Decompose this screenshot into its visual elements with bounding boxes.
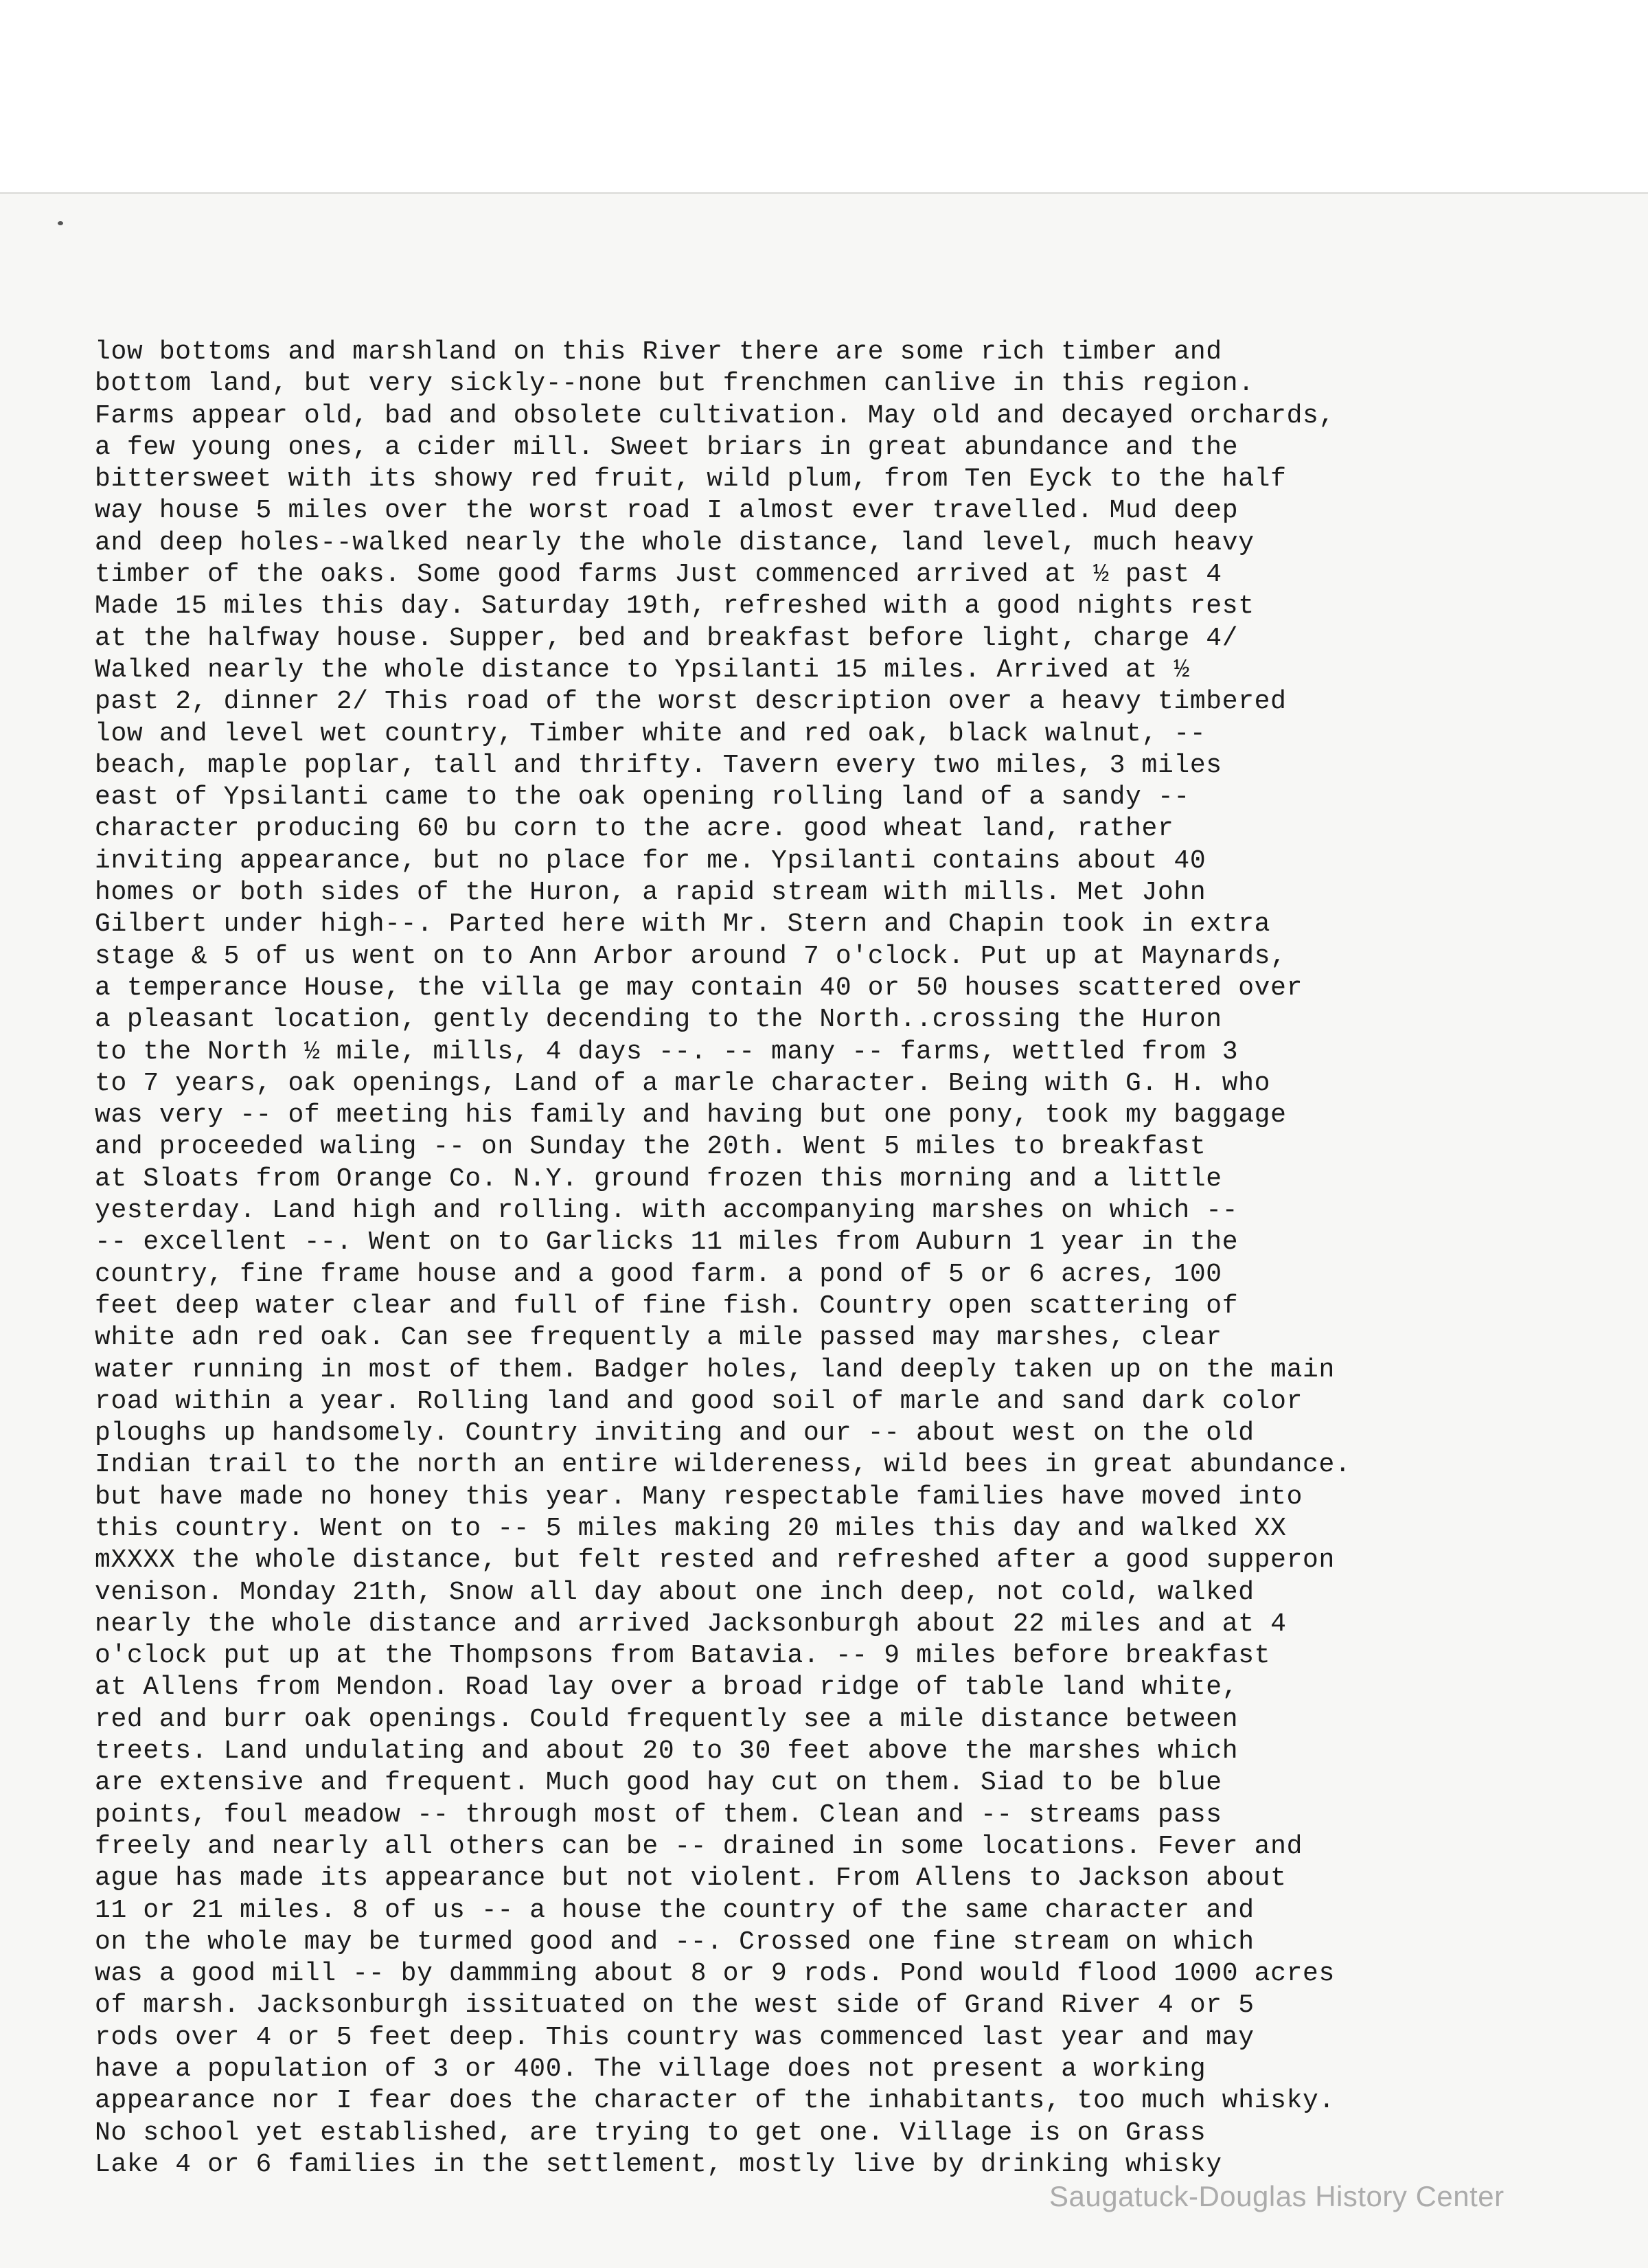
text-line: treets. Land undulating and about 20 to 30 feet above the marshes which [95, 1736, 1239, 1767]
text-line: ague has made its appearance but not violent. From Allens to Jackson about [95, 1863, 1287, 1894]
text-line: ploughs up handsomely. Country inviting and our -- about west on the old [95, 1418, 1255, 1449]
text-line: a pleasant location, gently decending to the North..crossing the Huron [95, 1005, 1222, 1035]
watermark-text: Saugatuck-Douglas History Center [1049, 2180, 1504, 2212]
text-line: was a good mill -- by dammming about 8 or 9 rods. Pond would flood 1000 acres [95, 1959, 1335, 1989]
text-line: bittersweet with its showy red fruit, wild plum, from Ten Eyck to the half [95, 464, 1287, 495]
text-line: to 7 years, oak openings, Land of a marle character. Being with G. H. who [95, 1068, 1271, 1098]
text-line: country, fine frame house and a good farm. a pond of 5 or 6 acres, 100 [95, 1259, 1222, 1289]
text-line: water running in most of them. Badger holes, land deeply taken up on the main [95, 1354, 1335, 1385]
text-line: Walked nearly the whole distance to Ypsilanti 15 miles. Arrived at ½ [95, 655, 1190, 685]
text-line: bottom land, but very sickly--none but frenchmen canlive in this region. [95, 369, 1255, 399]
text-line: way house 5 miles over the worst road I almost ever travelled. Mud deep [95, 496, 1239, 526]
text-line: Lake 4 or 6 families in the settlement, mostly live by drinking whisky [95, 2149, 1222, 2179]
text-line: and deep holes--walked nearly the whole distance, land level, much heavy [95, 528, 1255, 558]
text-line: beach, maple poplar, tall and thrifty. Tavern every two miles, 3 miles [95, 750, 1222, 780]
text-line: at the halfway house. Supper, bed and breakfast before light, charge 4/ [95, 623, 1239, 653]
text-line: road within a year. Rolling land and good soil of marle and sand dark color [95, 1386, 1303, 1416]
text-line: yesterday. Land high and rolling. with accompanying marshes on which -- [95, 1196, 1239, 1226]
ink-speck [58, 221, 63, 225]
text-line: feet deep water clear and full of fine fish. Country open scattering of [95, 1291, 1239, 1321]
text-line: freely and nearly all others can be -- drained in some locations. Fever and [95, 1831, 1303, 1861]
text-line: low and level wet country, Timber white and red oak, black walnut, -- [95, 718, 1206, 749]
text-line: on the whole may be turmed good and --. Crossed one fine stream on which [95, 1927, 1255, 1957]
text-line: and proceeded waling -- on Sunday the 20th. Went 5 miles to breakfast [95, 1132, 1206, 1162]
text-line: have a population of 3 or 400. The village does not present a working [95, 2054, 1206, 2085]
text-line: low bottoms and marshland on this River there are some rich timber and [95, 337, 1222, 367]
text-line: inviting appearance, but no place for me. Ypsilanti contains about 40 [95, 846, 1206, 876]
text-line: character producing 60 bu corn to the acre. good wheat land, rather [95, 814, 1174, 844]
text-line: -- excellent --. Went on to Garlicks 11 miles from Auburn 1 year in the [95, 1227, 1239, 1258]
text-line: past 2, dinner 2/ This road of the worst description over a heavy timbered [95, 687, 1287, 717]
text-line: venison. Monday 21th, Snow all day about one inch deep, not cold, walked [95, 1577, 1255, 1607]
text-line: rods over 4 or 5 feet deep. This country was commenced last year and may [95, 2022, 1255, 2052]
text-line: but have made no honey this year. Many respectable families have moved into [95, 1482, 1303, 1512]
text-line: nearly the whole distance and arrived Jacksonburgh about 22 miles and at 4 [95, 1609, 1287, 1639]
document-body [95, 337, 1619, 2181]
text-line: No school yet established, are trying to get one. Village is on Grass [95, 2118, 1206, 2148]
text-line: Gilbert under high--. Parted here with Mr. Stern and Chapin took in extra [95, 909, 1271, 940]
text-line: Made 15 miles this day. Saturday 19th, refreshed with a good nights rest [95, 591, 1255, 622]
text-line: east of Ypsilanti came to the oak opening rolling land of a sandy -- [95, 782, 1190, 813]
text-line: of marsh. Jacksonburgh issituated on the west side of Grand River 4 or 5 [95, 1991, 1255, 2021]
text-line: at Allens from Mendon. Road lay over a broad ridge of table land white, [95, 1672, 1239, 1703]
text-line: points, foul meadow -- through most of them. Clean and -- streams pass [95, 1800, 1222, 1830]
text-line: Farms appear old, bad and obsolete cultivation. May old and decayed orchards, [95, 400, 1335, 431]
text-line: a temperance House, the villa ge may contain 40 or 50 houses scattered over [95, 973, 1303, 1003]
text-line: appearance nor I fear does the character of the inhabitants, too much whisky. [95, 2086, 1335, 2116]
text-line: white adn red oak. Can see frequently a mile passed may marshes, clear [95, 1323, 1222, 1353]
text-line: mXXXX the whole distance, but felt rested and refreshed after a good supperon [95, 1545, 1335, 1576]
text-line: to the North ½ mile, mills, 4 days --. -- many -- farms, wettled from 3 [95, 1036, 1239, 1067]
text-line: a few young ones, a cider mill. Sweet briars in great abundance and the [95, 432, 1239, 462]
text-line: red and burr oak openings. Could frequently see a mile distance between [95, 1704, 1239, 1734]
text-line: stage & 5 of us went on to Ann Arbor around 7 o'clock. Put up at Maynards, [95, 941, 1287, 971]
scan-top-margin [0, 0, 1648, 194]
text-line: at Sloats from Orange Co. N.Y. ground frozen this morning and a little [95, 1164, 1222, 1194]
text-line: are extensive and frequent. Much good hay cut on them. Siad to be blue [95, 1768, 1222, 1798]
text-line: Indian trail to the north an entire wildereness, wild bees in great abundance. [95, 1450, 1351, 1480]
text-line: timber of the oaks. Some good farms Just commenced arrived at ½ past 4 [95, 560, 1222, 590]
text-line: o'clock put up at the Thompsons from Batavia. -- 9 miles before breakfast [95, 1641, 1271, 1671]
text-line: this country. Went on to -- 5 miles making 20 miles this day and walked XX [95, 1513, 1287, 1543]
text-line: was very -- of meeting his family and having but one pony, took my baggage [95, 1100, 1287, 1131]
text-line: 11 or 21 miles. 8 of us -- a house the country of the same character and [95, 1895, 1255, 1925]
text-line: homes or both sides of the Huron, a rapid stream with mills. Met John [95, 878, 1206, 908]
